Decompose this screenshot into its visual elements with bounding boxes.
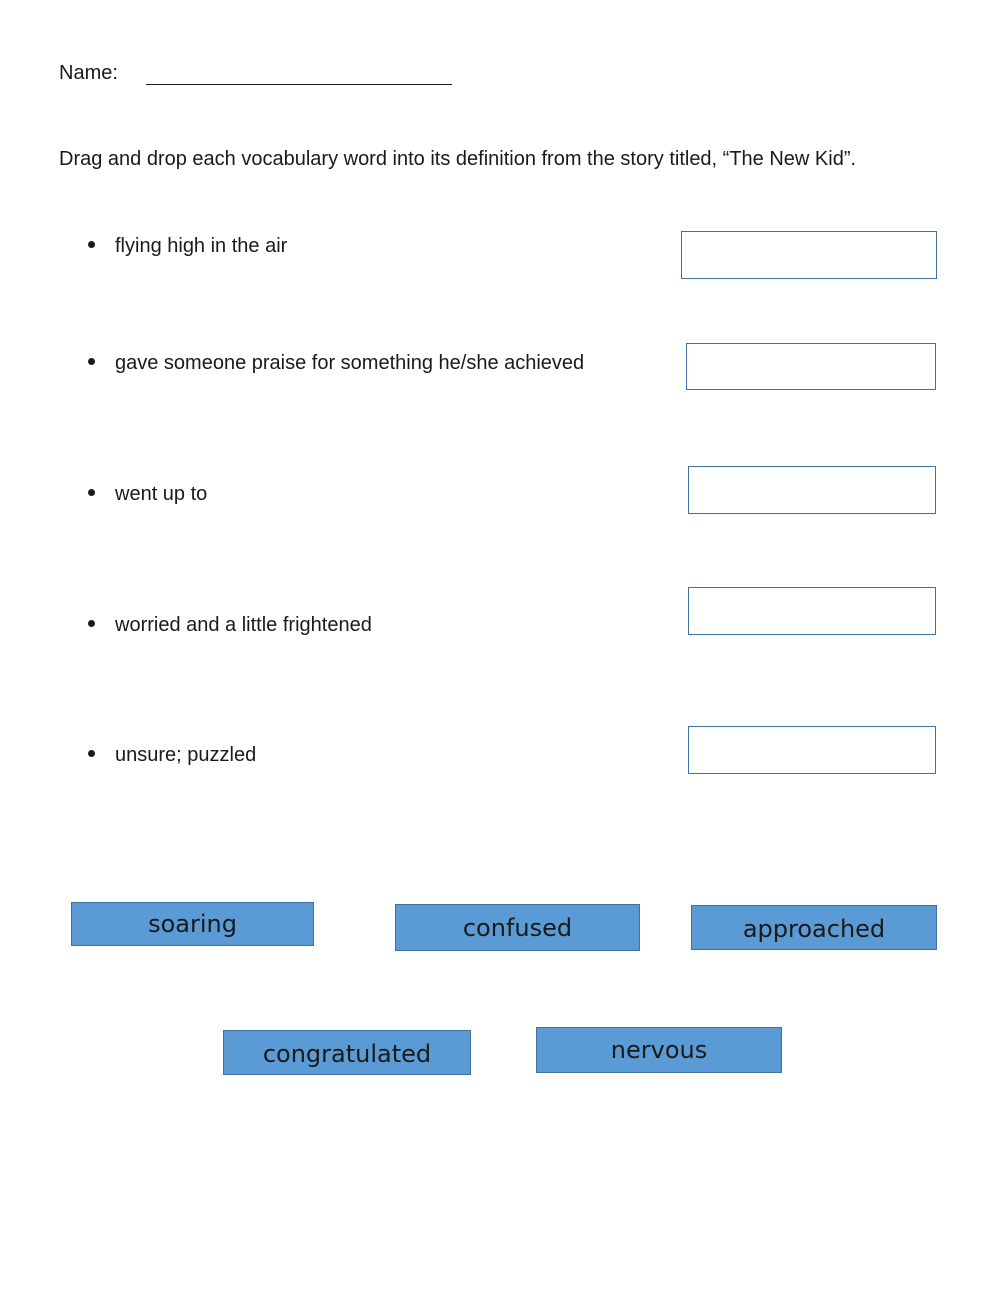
drop-box-3[interactable] (688, 466, 936, 514)
definition-item (88, 742, 256, 768)
name-label: Name: (59, 62, 118, 84)
word-tile-congratulated[interactable] (223, 1030, 471, 1075)
word-tile-label: nervous (610, 1036, 708, 1064)
instructions-text: Drag and drop each vocabulary word into its definition from the story titled, “The New Kid”. (59, 148, 857, 170)
definition-text: unsure; puzzled (115, 744, 257, 766)
word-tile-approached[interactable] (691, 905, 937, 950)
word-tile-label: confused (462, 914, 573, 942)
word-tile-label: approached (742, 915, 886, 943)
word-tile-label: soaring (148, 910, 237, 938)
definition-item (88, 233, 287, 259)
definition-text: worried and a little frightened (115, 614, 372, 636)
definition-text: flying high in the air (115, 235, 288, 257)
word-tile-confused[interactable] (395, 904, 640, 951)
word-tile-soaring[interactable] (71, 902, 314, 946)
drop-box-5[interactable] (688, 726, 936, 774)
name-field-row (59, 60, 118, 86)
name-line[interactable] (146, 84, 452, 85)
drop-box-4[interactable] (688, 587, 936, 635)
bullet-icon (88, 489, 95, 496)
bullet-icon (88, 358, 95, 365)
bullet-icon (88, 620, 95, 627)
definition-item (88, 481, 207, 507)
definition-text: went up to (115, 483, 208, 505)
drop-box-1[interactable] (681, 231, 937, 279)
word-tile-nervous[interactable] (536, 1027, 782, 1073)
definition-text: gave someone praise for something he/she achieved (115, 352, 585, 374)
bullet-icon (88, 241, 95, 248)
definition-item (88, 612, 372, 638)
definition-item (88, 350, 584, 376)
drop-box-2[interactable] (686, 343, 936, 390)
bullet-icon (88, 750, 95, 757)
word-tile-label: congratulated (262, 1040, 432, 1068)
